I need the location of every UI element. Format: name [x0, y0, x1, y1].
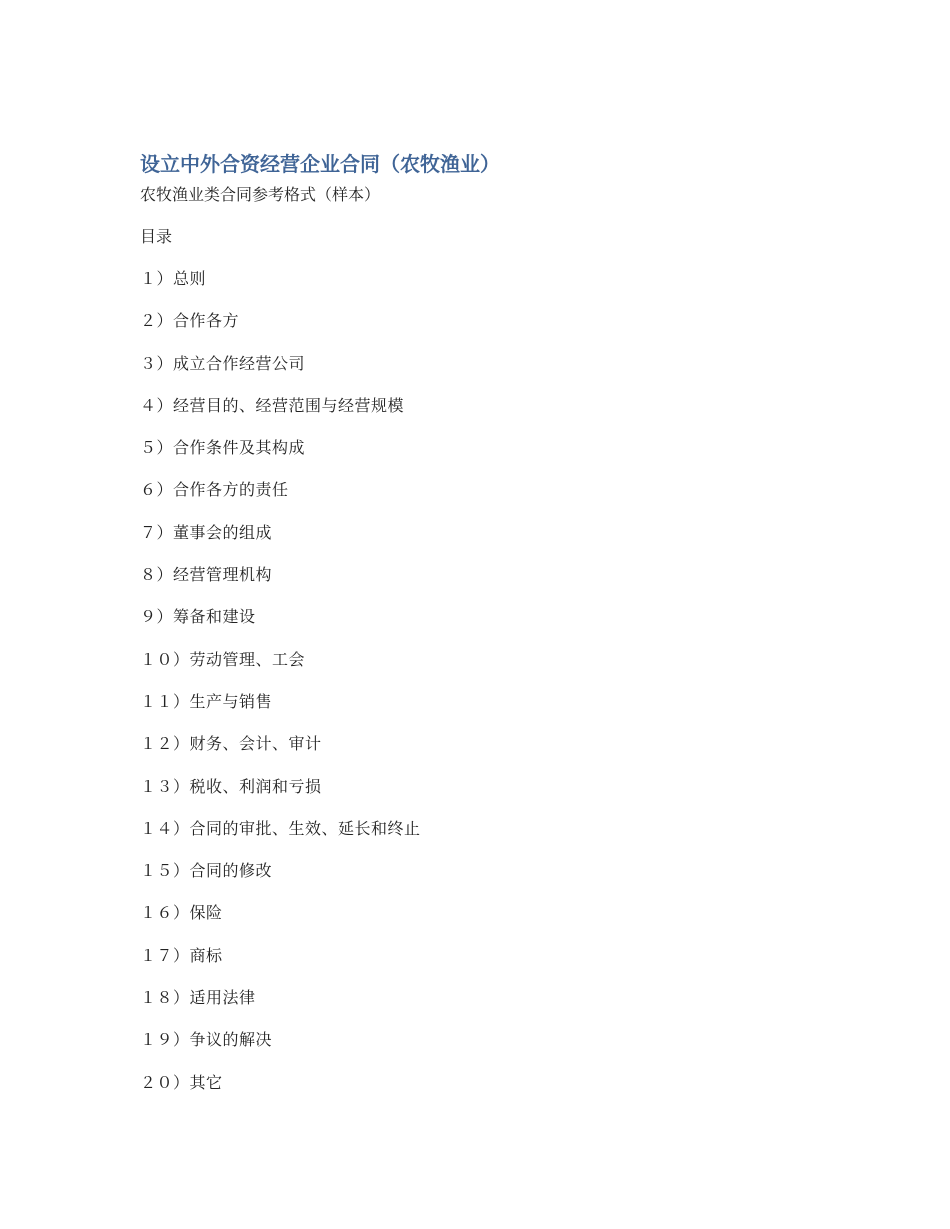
toc-item-19: １９）争议的解决: [140, 1030, 273, 1050]
table-of-contents: [140, 267, 421, 1113]
toc-item-6: ６）合作各方的责任: [140, 480, 289, 500]
toc-item-10: １０）劳动管理、工会: [140, 649, 306, 669]
toc-item-14: １４）合同的审批、生效、延长和终止: [140, 818, 421, 838]
toc-item-20: ２０）其它: [140, 1072, 223, 1092]
toc-item-3: ３）成立合作经营公司: [140, 353, 306, 373]
document-title: 设立中外合资经营企业合同（农牧渔业）: [140, 152, 500, 176]
toc-item-15: １５）合同的修改: [140, 861, 273, 881]
toc-heading: 目录: [140, 227, 173, 246]
toc-item-17: １７）商标: [140, 945, 223, 965]
toc-item-8: ８）经营管理机构: [140, 565, 273, 585]
toc-item-18: １８）适用法律: [140, 988, 256, 1008]
toc-item-16: １６）保险: [140, 903, 223, 923]
toc-item-9: ９）筹备和建设: [140, 607, 256, 627]
toc-item-11: １１）生产与销售: [140, 691, 273, 711]
toc-item-7: ７）董事会的组成: [140, 522, 273, 542]
toc-item-1: １）总则: [140, 269, 207, 288]
toc-item-13: １３）税收、利润和亏损: [140, 776, 322, 796]
document-subtitle: 农牧渔业类合同参考格式（样本）: [140, 185, 381, 204]
toc-item-4: ４）经营目的、经营范围与经营规模: [140, 395, 405, 415]
toc-item-12: １２）财务、会计、审计: [140, 734, 322, 754]
toc-item-2: ２）合作各方: [140, 311, 240, 331]
toc-item-5: ５）合作条件及其构成: [140, 438, 306, 458]
